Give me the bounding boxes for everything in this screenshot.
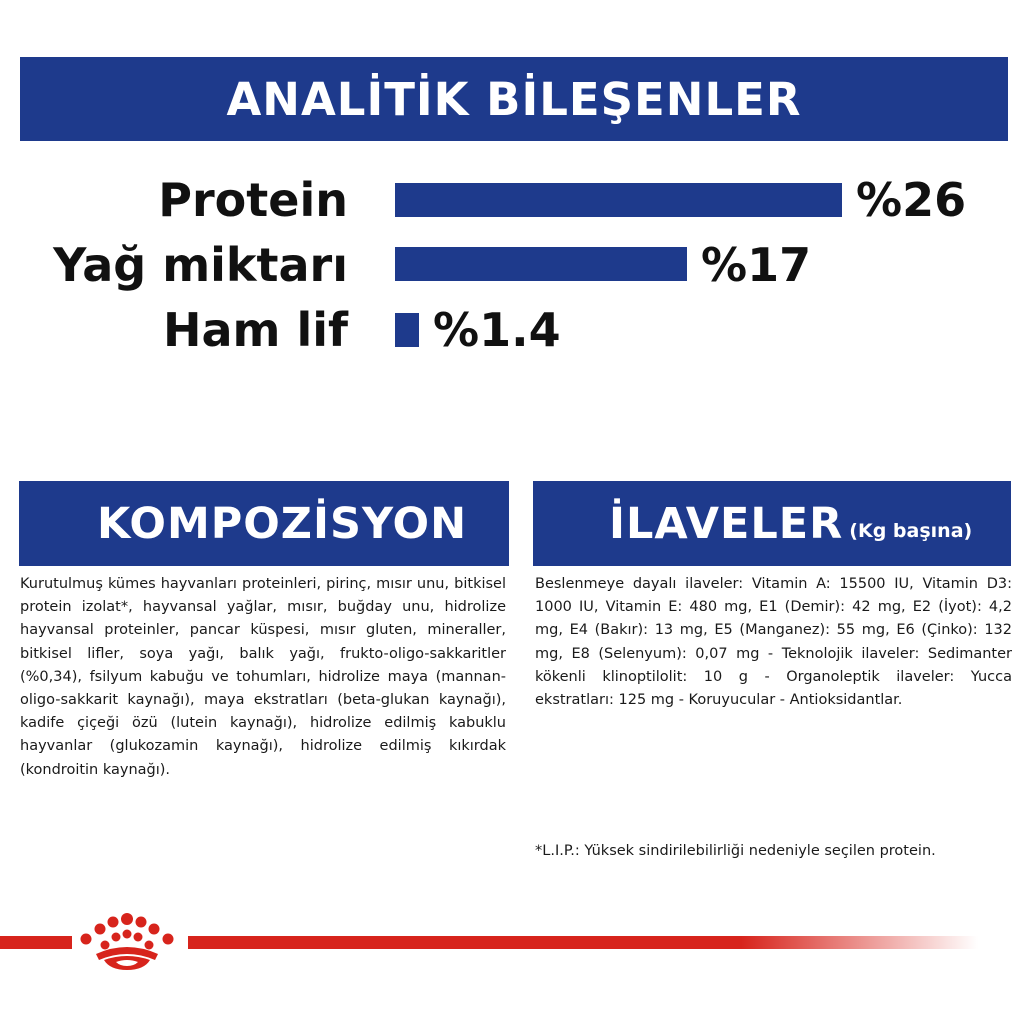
- lip-footnote: *L.I.P.: Yüksek sindirilebilirliği nedeniyle seçilen protein.: [535, 843, 936, 859]
- protein-value: %26: [856, 173, 967, 227]
- protein-label: Protein: [158, 173, 348, 227]
- ilaveler-title: İLAVELER: [609, 498, 844, 549]
- kompozisyon-title: KOMPOZİSYON: [97, 498, 468, 549]
- ilaveler-subtitle: (Kg başına): [849, 519, 973, 542]
- ilaveler-heading: [533, 481, 1011, 566]
- kompozisyon-heading: [19, 481, 509, 566]
- kompozisyon-text: Kurutulmuş kümes hayvanları proteinleri, pirinç, mısır unu, bitkisel protein izolat*, hayvansal yağlar, mısır, buğday unu, hidrolize hayvansal proteinler, pancar küspesi, mısır gluten, mineraller, bitkisel lifler, soya yağı, balık yağı, frukto-oligo-sakkaritler (%0,34), fsilyum kabuğu ve tohumları, hidrolize maya (mannan-oligo-sakkarit kaynağı), maya ekstratları (beta-glukan kaynağı), kadife çiçeği özü (lutein kaynağı), hidrolize edilmiş kabuklu hayvanlar (glukozamin kaynağı), hidrolize edilmiş kıkırdak (kondroitin kaynağı).: [20, 576, 506, 778]
- ilaveler-text: Beslenmeye dayalı ilaveler: Vitamin A: 15500 IU, Vitamin D3: 1000 IU, Vitamin E: 480 mg, E1 (Demir): 42 mg, E2 (İyot): 4,2 mg, E4 (Bakır): 13 mg, E5 (Manganez): 55 mg, E6 (Çinko): 132 mg, E8 (Selenyum): 0,07 mg - Teknolojik ilaveler: Sedimanter kökenli klinoptilolit: 10 g - Organoleptik ilaveler: Yucca ekstratları: 125 mg - Koruyucular - Antioksidantlar.: [535, 576, 1012, 709]
- yag-miktari-bar: [395, 247, 687, 281]
- brand-stripe-right: [188, 936, 978, 949]
- analitik-bilesenler-title: ANALİTİK BİLEŞENLER: [226, 72, 802, 126]
- yag-miktari-value: %17: [701, 238, 812, 292]
- analitik-bilesenler-heading: [20, 57, 1008, 141]
- brand-stripe-left: [0, 936, 72, 949]
- ham-lif-bar: [395, 313, 419, 347]
- yag-miktari-label: Yağ miktarı: [53, 238, 348, 292]
- protein-bar: [395, 183, 842, 217]
- royal-canin-crown-icon: [72, 910, 182, 972]
- ham-lif-label: Ham lif: [162, 303, 348, 357]
- ham-lif-value: %1.4: [433, 303, 561, 357]
